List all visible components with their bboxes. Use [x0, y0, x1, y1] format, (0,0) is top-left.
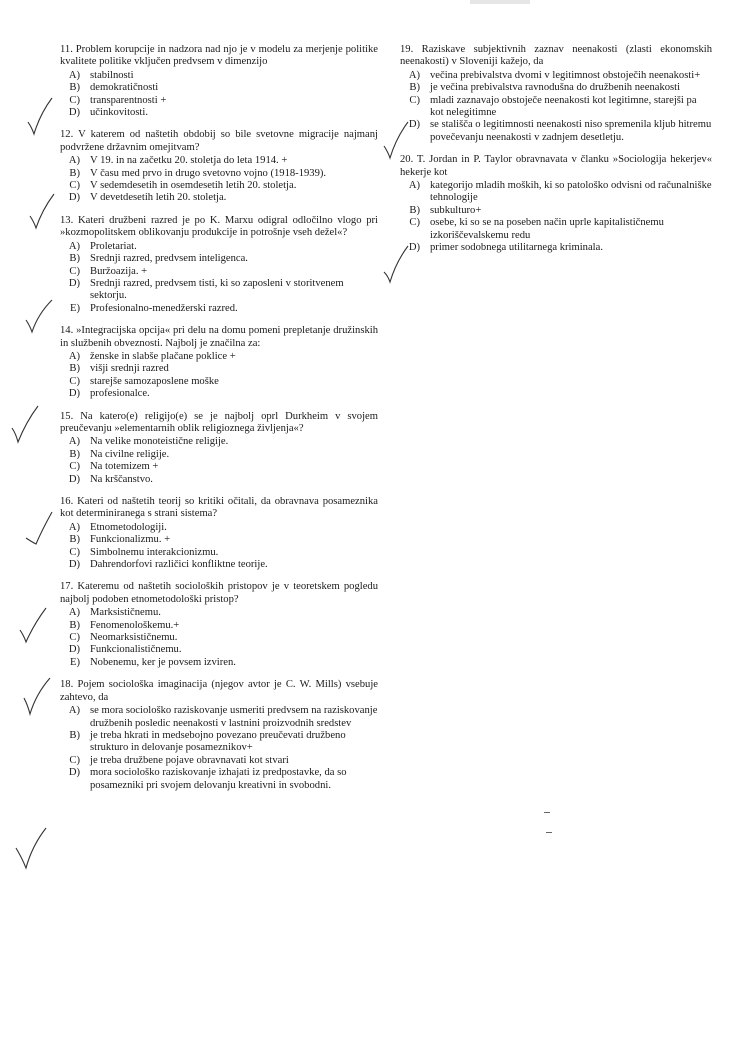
answer-option [60, 449, 378, 461]
answer-text: V devetdesetih letih 20. stoletja. [90, 192, 227, 204]
answer-text: V 19. in na začetku 20. stoletja do leta 1914. + [90, 155, 288, 167]
left-column [60, 44, 378, 802]
handwritten-check-icon [378, 244, 412, 284]
answer-letter: A) [68, 240, 80, 252]
answer-text: je treba družbene pojave obravnavati kot stvari [90, 754, 289, 766]
answer-text: mladi zaznavajo obstoječe neenakosti kot legitimne, starejši pa kot nelegitimne [430, 94, 697, 119]
answer-text: Na totemizem + [90, 461, 159, 473]
answer-list [60, 607, 378, 669]
answer-option [60, 192, 378, 204]
answer-option [60, 82, 378, 94]
answer-letter: A) [68, 436, 80, 448]
answer-list [60, 70, 378, 120]
question-text: 12. V katerem od naštetih obdobij so bile svetovne migracije najmanj podvržene državnim omejitvam? [60, 129, 378, 153]
answer-option [400, 242, 712, 254]
answer-text: profesionalce. [90, 388, 150, 400]
question [60, 496, 378, 571]
answer-letter: E) [70, 656, 80, 668]
answer-letter: B) [409, 204, 420, 216]
question [60, 679, 378, 792]
answer-letter: B) [69, 253, 80, 265]
answer-list [60, 522, 378, 572]
answer-letter: D) [68, 644, 80, 656]
answer-option [60, 755, 378, 767]
answer-text: Marksističnemu. [90, 607, 161, 619]
handwritten-check-icon [14, 828, 48, 868]
question-text: 13. Kateri družbeni razred je po K. Marxu odigral odločilno vlogo pri »kozmopolitskem oblikovanju produkcije in potrošnje vseh dežel«? [60, 214, 378, 239]
answer-option [400, 70, 712, 82]
answer-letter: C) [69, 754, 80, 766]
answer-list [60, 155, 378, 205]
answer-text: Funkcionalističnemu. [90, 644, 182, 656]
question [60, 215, 378, 315]
answer-text: Srednji razred, predvsem inteligenca. [90, 253, 248, 265]
answer-option [60, 607, 378, 619]
answer-letter: C) [409, 217, 420, 229]
answer-letter: C) [69, 461, 80, 473]
handwritten-check-icon [18, 676, 52, 716]
answer-text: Proletariat. [90, 240, 137, 252]
answer-letter: C) [69, 265, 80, 277]
question-text: 16. Kateri od naštetih teorij so kritiki očitali, da obravnava posameznika kot determiniranega s strani sistema? [60, 496, 378, 520]
answer-text: se mora sociološko raziskovanje usmeriti predvsem na raziskovanje družbenih posledic neenakosti v lastnini proizvodnih sredstev [90, 705, 378, 729]
answer-text: primer sodobnega utilitarnega kriminala. [430, 242, 603, 254]
answer-option [60, 559, 378, 571]
question-text: 17. Kateremu od naštetih socioloških pristopov je v teoretskem pogledu najbolj podoben etnometodološki pristop? [60, 581, 378, 605]
answer-text: Simbolnemu interakcionizmu. [90, 546, 219, 558]
answer-letter: A) [68, 705, 80, 717]
answer-option [60, 436, 378, 448]
answer-option [60, 767, 378, 792]
answer-option [60, 705, 378, 730]
answer-letter: C) [69, 375, 80, 387]
answer-text: starejše samozaposlene moške [90, 375, 219, 387]
question [60, 581, 378, 669]
answer-option [400, 82, 712, 94]
answer-text: Buržoazija. + [90, 265, 148, 277]
answer-letter: B) [69, 82, 80, 94]
question [400, 44, 712, 144]
answer-text: Srednji razred, predvsem tisti, ki so zaposleni v storitvenem sektorju. [90, 277, 344, 302]
answer-option [400, 205, 712, 217]
answer-letter: A) [68, 155, 80, 167]
answer-option [60, 461, 378, 473]
answer-letter: C) [69, 94, 80, 106]
answer-text: Fenomenološkemu.+ [90, 619, 180, 631]
answer-option [60, 620, 378, 632]
answer-letter: D) [68, 559, 80, 571]
question [60, 44, 378, 119]
question-text: 15. Na katero(e) religijo(e) se je najbolj oprl Durkheim v svojem preučevanju »elementarnih oblik religioznega življenja«? [60, 410, 378, 434]
answer-letter: D) [68, 192, 80, 204]
answer-letter: A) [68, 607, 80, 619]
answer-letter: A) [68, 69, 80, 81]
answer-option [60, 95, 378, 107]
answer-text: učinkovitosti. [90, 107, 148, 119]
answer-option [60, 180, 378, 192]
answer-text: Na krščanstvo. [90, 473, 153, 485]
right-column [400, 44, 712, 265]
question-text: 18. Pojem sociološka imaginacija (njegov avtor je C. W. Mills) vsebuje zahtevo, da [60, 679, 378, 703]
answer-list [400, 70, 712, 144]
answer-letter: C) [69, 632, 80, 644]
answer-text: Neomarksističnemu. [90, 632, 178, 644]
handwritten-check-icon [22, 510, 56, 550]
answer-letter: B) [69, 619, 80, 631]
stray-mark [544, 812, 550, 813]
answer-letter: A) [408, 69, 420, 81]
answer-list [60, 705, 378, 792]
answer-option [60, 388, 378, 400]
answer-text: kategorijo mladih moških, ki so patološko odvisni od računalniške tehnologije [430, 180, 712, 204]
answer-option [60, 363, 378, 375]
answer-text: V času med prvo in drugo svetovno vojno (1918-1939). [90, 167, 327, 179]
answer-text: večina prebivalstva dvomi v legitimnost obstoječih neenakosti+ [430, 69, 701, 81]
answer-letter: D) [408, 242, 420, 254]
answer-letter: C) [69, 180, 80, 192]
answer-letter: B) [69, 167, 80, 179]
handwritten-check-icon [24, 190, 58, 230]
answer-option [400, 180, 712, 205]
question-text: 14. »Integracijska opcija« pri delu na domu pomeni prepletanje družinskih in službenih obveznosti. Najbolj je značilna za: [60, 325, 378, 349]
question-text: 11. Problem korupcije in nadzora nad njo je v modelu za merjenje politike kvalitete politike vključen predvsem v dimenzijo [60, 44, 378, 68]
question [60, 411, 378, 486]
answer-text: V sedemdesetih in osemdesetih letih 20. stoletja. [90, 180, 297, 192]
answer-option [60, 278, 378, 303]
answer-text: Profesionalno-menedžerski razred. [90, 302, 238, 314]
answer-text: mora sociološko raziskovanje izhajati iz predpostavke, da so posamezniki pri svojem delovanju kreativni in svobodni. [90, 767, 347, 791]
answer-letter: A) [68, 350, 80, 362]
answer-letter: B) [69, 448, 80, 460]
answer-text: ženske in slabše plačane poklice + [90, 350, 236, 362]
answer-option [400, 95, 712, 120]
answer-text: je večina prebivalstva ravnodušna do družbenih neenakosti [430, 82, 681, 94]
answer-option [400, 217, 712, 242]
answer-option [60, 730, 378, 755]
answer-letter: D) [408, 119, 420, 131]
answer-option [60, 266, 378, 278]
answer-option [60, 70, 378, 82]
answer-option [60, 474, 378, 486]
answer-text: višji srednji razred [90, 363, 169, 375]
answer-text: Nobenemu, ker je povsem izviren. [90, 656, 236, 668]
answer-letter: A) [68, 521, 80, 533]
answer-list [60, 351, 378, 401]
scan-artifact [470, 0, 530, 4]
answer-list [400, 180, 712, 254]
answer-option [60, 547, 378, 559]
answer-letter: D) [68, 388, 80, 400]
answer-option [60, 351, 378, 363]
answer-text: subkulturo+ [430, 204, 482, 216]
handwritten-check-icon [8, 404, 42, 444]
handwritten-check-icon [20, 296, 54, 336]
answer-option [60, 168, 378, 180]
question-text: 20. T. Jordan in P. Taylor obravnavata v članku »Sociologija hekerjev« hekerje kot [400, 154, 712, 178]
answer-option [60, 632, 378, 644]
answer-option [60, 253, 378, 265]
answer-text: demokratičnosti [90, 82, 159, 94]
handwritten-check-icon [378, 120, 412, 160]
answer-option [60, 534, 378, 546]
answer-letter: D) [68, 473, 80, 485]
answer-letter: D) [68, 107, 80, 119]
answer-option [60, 644, 378, 656]
answer-letter: B) [69, 534, 80, 546]
answer-letter: B) [69, 729, 80, 741]
answer-option [60, 657, 378, 669]
answer-text: stabilnosti [90, 69, 134, 81]
answer-text: Na civilne religije. [90, 448, 170, 460]
answer-letter: D) [68, 277, 80, 289]
answer-option [60, 107, 378, 119]
answer-letter: C) [69, 546, 80, 558]
answer-letter: B) [69, 363, 80, 375]
answer-text: osebe, ki so se na poseben način uprle kapitalističnemu izkoriščevalskemu redu [430, 217, 664, 241]
answer-option [60, 522, 378, 534]
answer-text: transparentnosti + [90, 94, 167, 106]
answer-letter: A) [408, 180, 420, 192]
handwritten-check-icon [16, 606, 50, 646]
answer-letter: C) [409, 94, 420, 106]
answer-option [60, 303, 378, 315]
answer-text: Etnometodologiji. [90, 521, 167, 533]
question [400, 154, 712, 254]
answer-letter: E) [70, 302, 80, 314]
answer-text: Funkcionalizmu. + [90, 534, 171, 546]
answer-option [60, 241, 378, 253]
answer-text: je treba hkrati in medsebojno povezano preučevati družbeno strukturo in delovanje posameznikov+ [90, 729, 346, 754]
answer-option [400, 119, 712, 144]
question [60, 325, 378, 400]
answer-text: se stališča o legitimnosti neenakosti niso spremenila kljub hitremu povečevanju neenakosti v zadnjem desetletju. [430, 119, 712, 143]
handwritten-check-icon [20, 96, 54, 136]
answer-text: Na velike monoteistične religije. [90, 436, 229, 448]
question [60, 129, 378, 204]
answer-letter: D) [68, 767, 80, 779]
answer-text: Dahrendorfovi različici konfliktne teorije. [90, 559, 268, 571]
answer-option [60, 155, 378, 167]
answer-option [60, 376, 378, 388]
answer-list [60, 436, 378, 486]
answer-letter: B) [409, 82, 420, 94]
question-text: 19. Raziskave subjektivnih zaznav neenakosti (zlasti ekonomskih neenakosti) v Sloveniji kažejo, da [400, 44, 712, 68]
answer-list [60, 241, 378, 315]
stray-mark [546, 832, 552, 833]
